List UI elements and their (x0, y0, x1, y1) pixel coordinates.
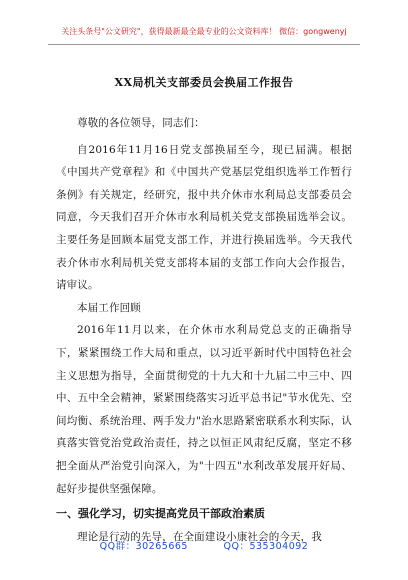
section-label: 本届工作回顾 (77, 301, 141, 314)
paragraph: 2016年11月以来，在介休市水利局党总支的正确指导下，紧紧围绕工作大局和重点，以习近平新时代中国特色社会主义思想为指导，全面贯彻党的十九大和十九届二中三中、四中、五中全会精神，紧紧围绕落实习近平总书记"节水优先、空间均衡、系统治理、两手发力"治水思路紧密联系水利实际，认真落实管党治党政治责任，持之以恒正风肃纪反腐，坚定不移把全面从严治党引向深入，为"十四五"水利改革发展开好局、起好步提供坚强保障。 (56, 324, 352, 495)
footer-qq-group: QQ群：30265665 (99, 541, 188, 552)
header-rule (48, 44, 360, 45)
salutation: 尊敬的各位领导，同志们： (77, 117, 205, 129)
document-body (56, 112, 352, 549)
document-title: XX局机关支部委员会换届工作报告 (114, 76, 294, 89)
page-footer (0, 538, 408, 552)
page-header: 关注头条号"公文研究"，获得最新最全最专业的公文资料库！ 微信：gongwenyj (61, 27, 347, 36)
section-heading: 一、强化学习，切实提高党员干部政治素质 (56, 507, 265, 521)
paragraph: 理论是行动的先导，在全面建设小康社会的今天，我 (77, 531, 322, 544)
footer-qq: QQ：535304092 (223, 541, 309, 552)
paragraph: 自2016年11月16日党支部换届至今，现已届满。根据《中国共产党章程》和《中国共产党基层党组织选举工作暂行条例》有关规定，经研究，报中共介休市水利局总支部委员会同意，今天我们召开介休市水利局机关党支部换届选举会议。主要任务是回顾本届党支部工作，并进行换届选举。今天我代表介休市水利局机关党支部将本届的支部工作向大会作报告，请审议。 (56, 143, 352, 292)
